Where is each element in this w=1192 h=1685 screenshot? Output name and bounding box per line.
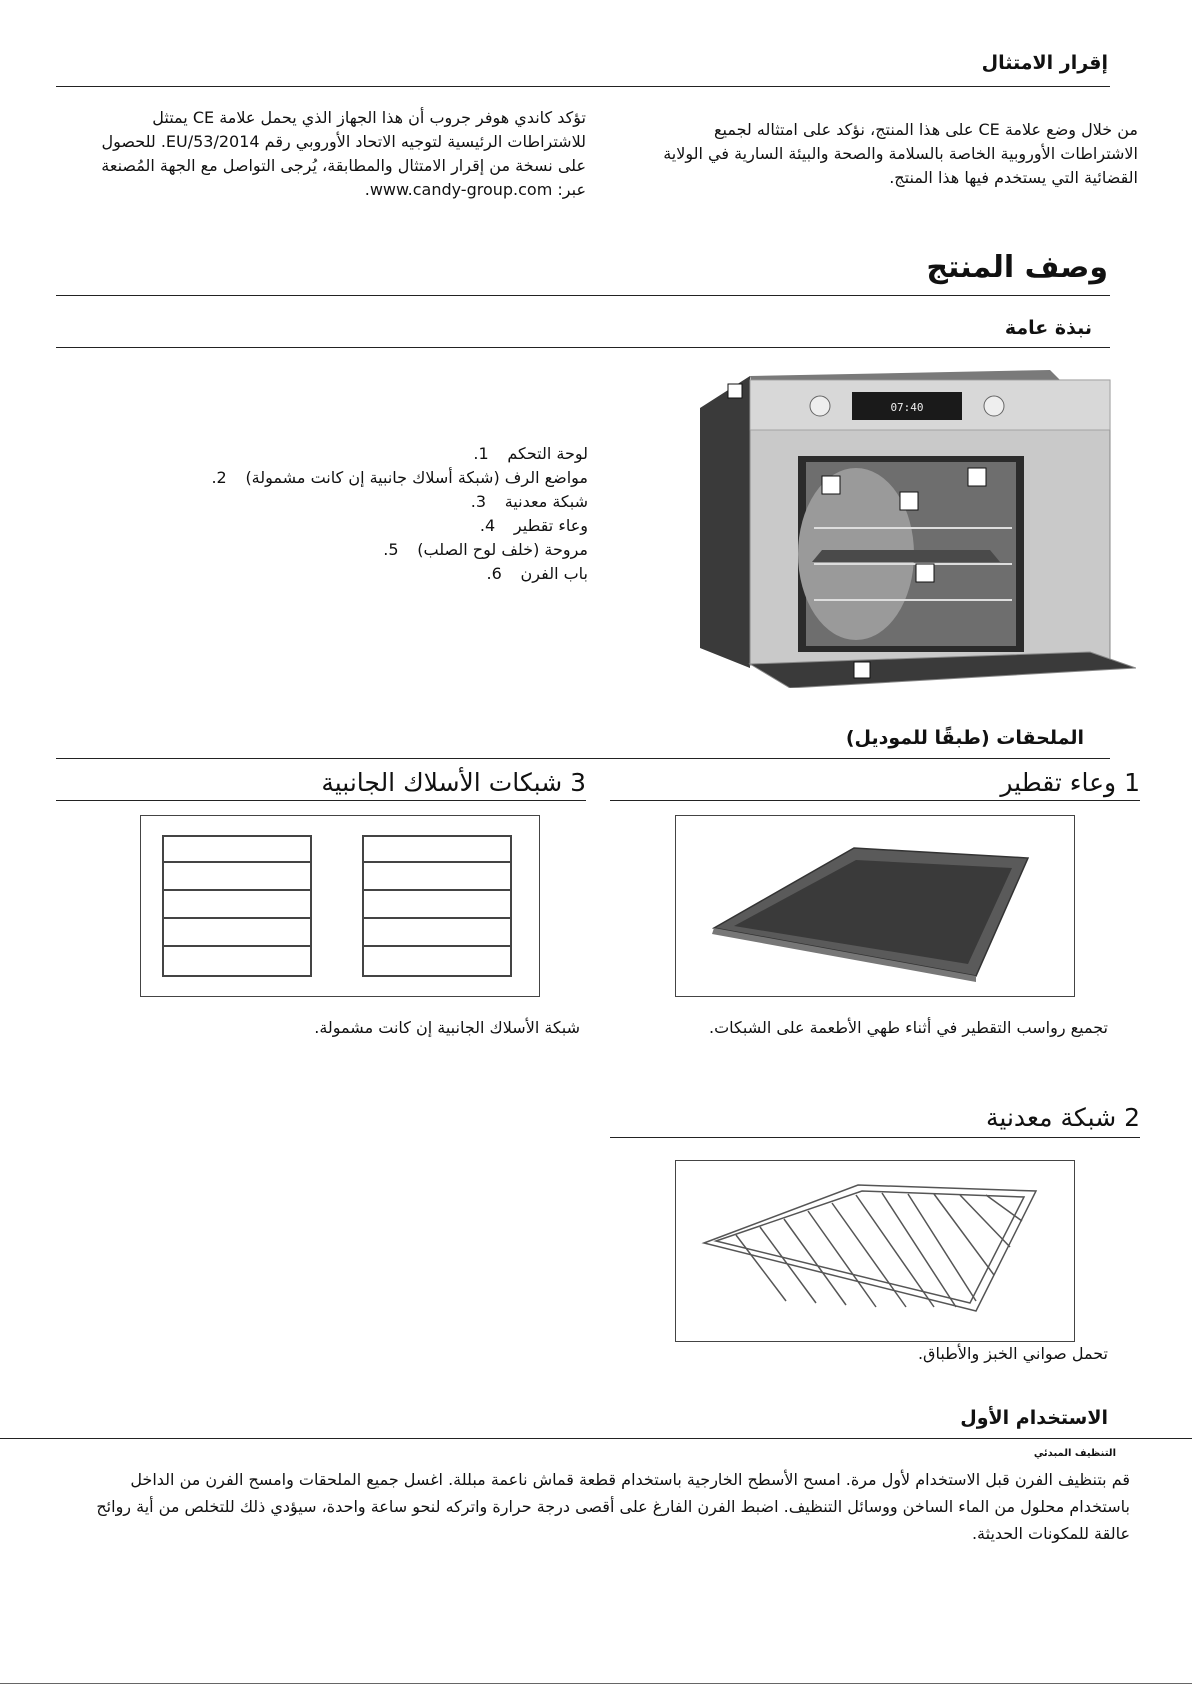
- rule: [610, 800, 1140, 801]
- legend-item: مروحة (خلف لوح الصلب)5.: [383, 540, 588, 559]
- legend-item: مواضع الرف (شبكة أسلاك جانبية إن كانت مشمولة)2.: [211, 468, 588, 487]
- accessory-title-drip-tray: 1 وعاء تقطير: [1000, 768, 1140, 797]
- first-use-subtitle: التنظيف المبدئي: [1033, 1448, 1116, 1459]
- accessory-title-side-racks: 3 شبكات الأسلاك الجانبية: [321, 768, 586, 797]
- knob-left-icon: [810, 396, 830, 416]
- accessory-title-wire-shelf: 2 شبكة معدنية: [986, 1103, 1140, 1132]
- product-legend: [180, 444, 588, 594]
- compliance-left-paragraph: تؤكد كاندي هوفر جروب أن هذا الجهاز الذي يحمل علامة CE يمتثل للاشتراطات الرئيسية لتوجيه الاتحاد الأوروبي رقم EU/53/2014. للحصول على نسخة من إقرار الامتثال والمطابقة، يُرجى التواصل مع الجهة المُصنعة عبر: www.candy-group.com.: [101, 108, 586, 199]
- first-use-title: الاستخدام الأول: [960, 1407, 1108, 1429]
- compliance-title: إقرار الامتثال: [981, 52, 1108, 74]
- drip-tray: [812, 550, 1000, 562]
- compliance-right-paragraph: من خلال وضع علامة CE على هذا المنتج، نؤكد على امتثاله لجميع الاشتراطات الأوروبية الخاصة بالسلامة والصحة والبيئة السارية في الولاية القضائية التي يستخدم فيها هذا المنتج.: [663, 120, 1138, 187]
- legend-item: شبكة معدنية3.: [470, 492, 588, 511]
- product-title: وصف المنتج: [926, 250, 1108, 285]
- side-racks-image: [140, 815, 540, 997]
- rule: [56, 800, 586, 801]
- rule: [56, 758, 1110, 759]
- rule: [56, 86, 1110, 87]
- overview-title: نبذة عامة: [1004, 317, 1092, 339]
- oven-illustration: [690, 368, 1136, 688]
- legend-item: لوحة التحكم1.: [473, 444, 588, 463]
- wire-shelf-image: [675, 1160, 1075, 1342]
- accessory-caption-wire-shelf: تحمل صواني الخبز والأطباق.: [917, 1344, 1108, 1363]
- knob-right-icon: [984, 396, 1004, 416]
- first-use-paragraph: قم بتنظيف الفرن قبل الاستخدام لأول مرة. امسح الأسطح الخارجية باستخدام قطعة قماش ناعمة مبللة. اغسل جميع الملحقات وامسح الفرن من الداخل باستخدام محلول من الماء الساخن ووسائل التنظيف. اضبط الفرن الفارغ على أقصى درجة حرارة واتركه لنحو ساعة واحدة، سيؤدي ذلك للتخلص من أية روائح عالقة للمكونات الحديثة.: [96, 1470, 1130, 1543]
- legend-item: باب الفرن6.: [486, 564, 588, 583]
- rule: [56, 295, 1110, 296]
- rule: [0, 1438, 1192, 1439]
- accessories-title: الملحقات (طبقًا للموديل): [845, 727, 1084, 749]
- page-footer-rule: [0, 1683, 1192, 1684]
- rule: [610, 1137, 1140, 1138]
- display-time: 07:40: [890, 401, 924, 414]
- drip-tray-image: [675, 815, 1075, 997]
- accessory-caption-drip-tray: تجميع رواسب التقطير في أثناء طهي الأطعمة على الشبكات.: [709, 1018, 1108, 1037]
- accessory-caption-side-racks: شبكة الأسلاك الجانبية إن كانت مشمولة.: [314, 1018, 580, 1037]
- legend-item: وعاء تقطير4.: [479, 516, 588, 535]
- rule: [56, 347, 1110, 348]
- oven-side-panel: [700, 376, 750, 668]
